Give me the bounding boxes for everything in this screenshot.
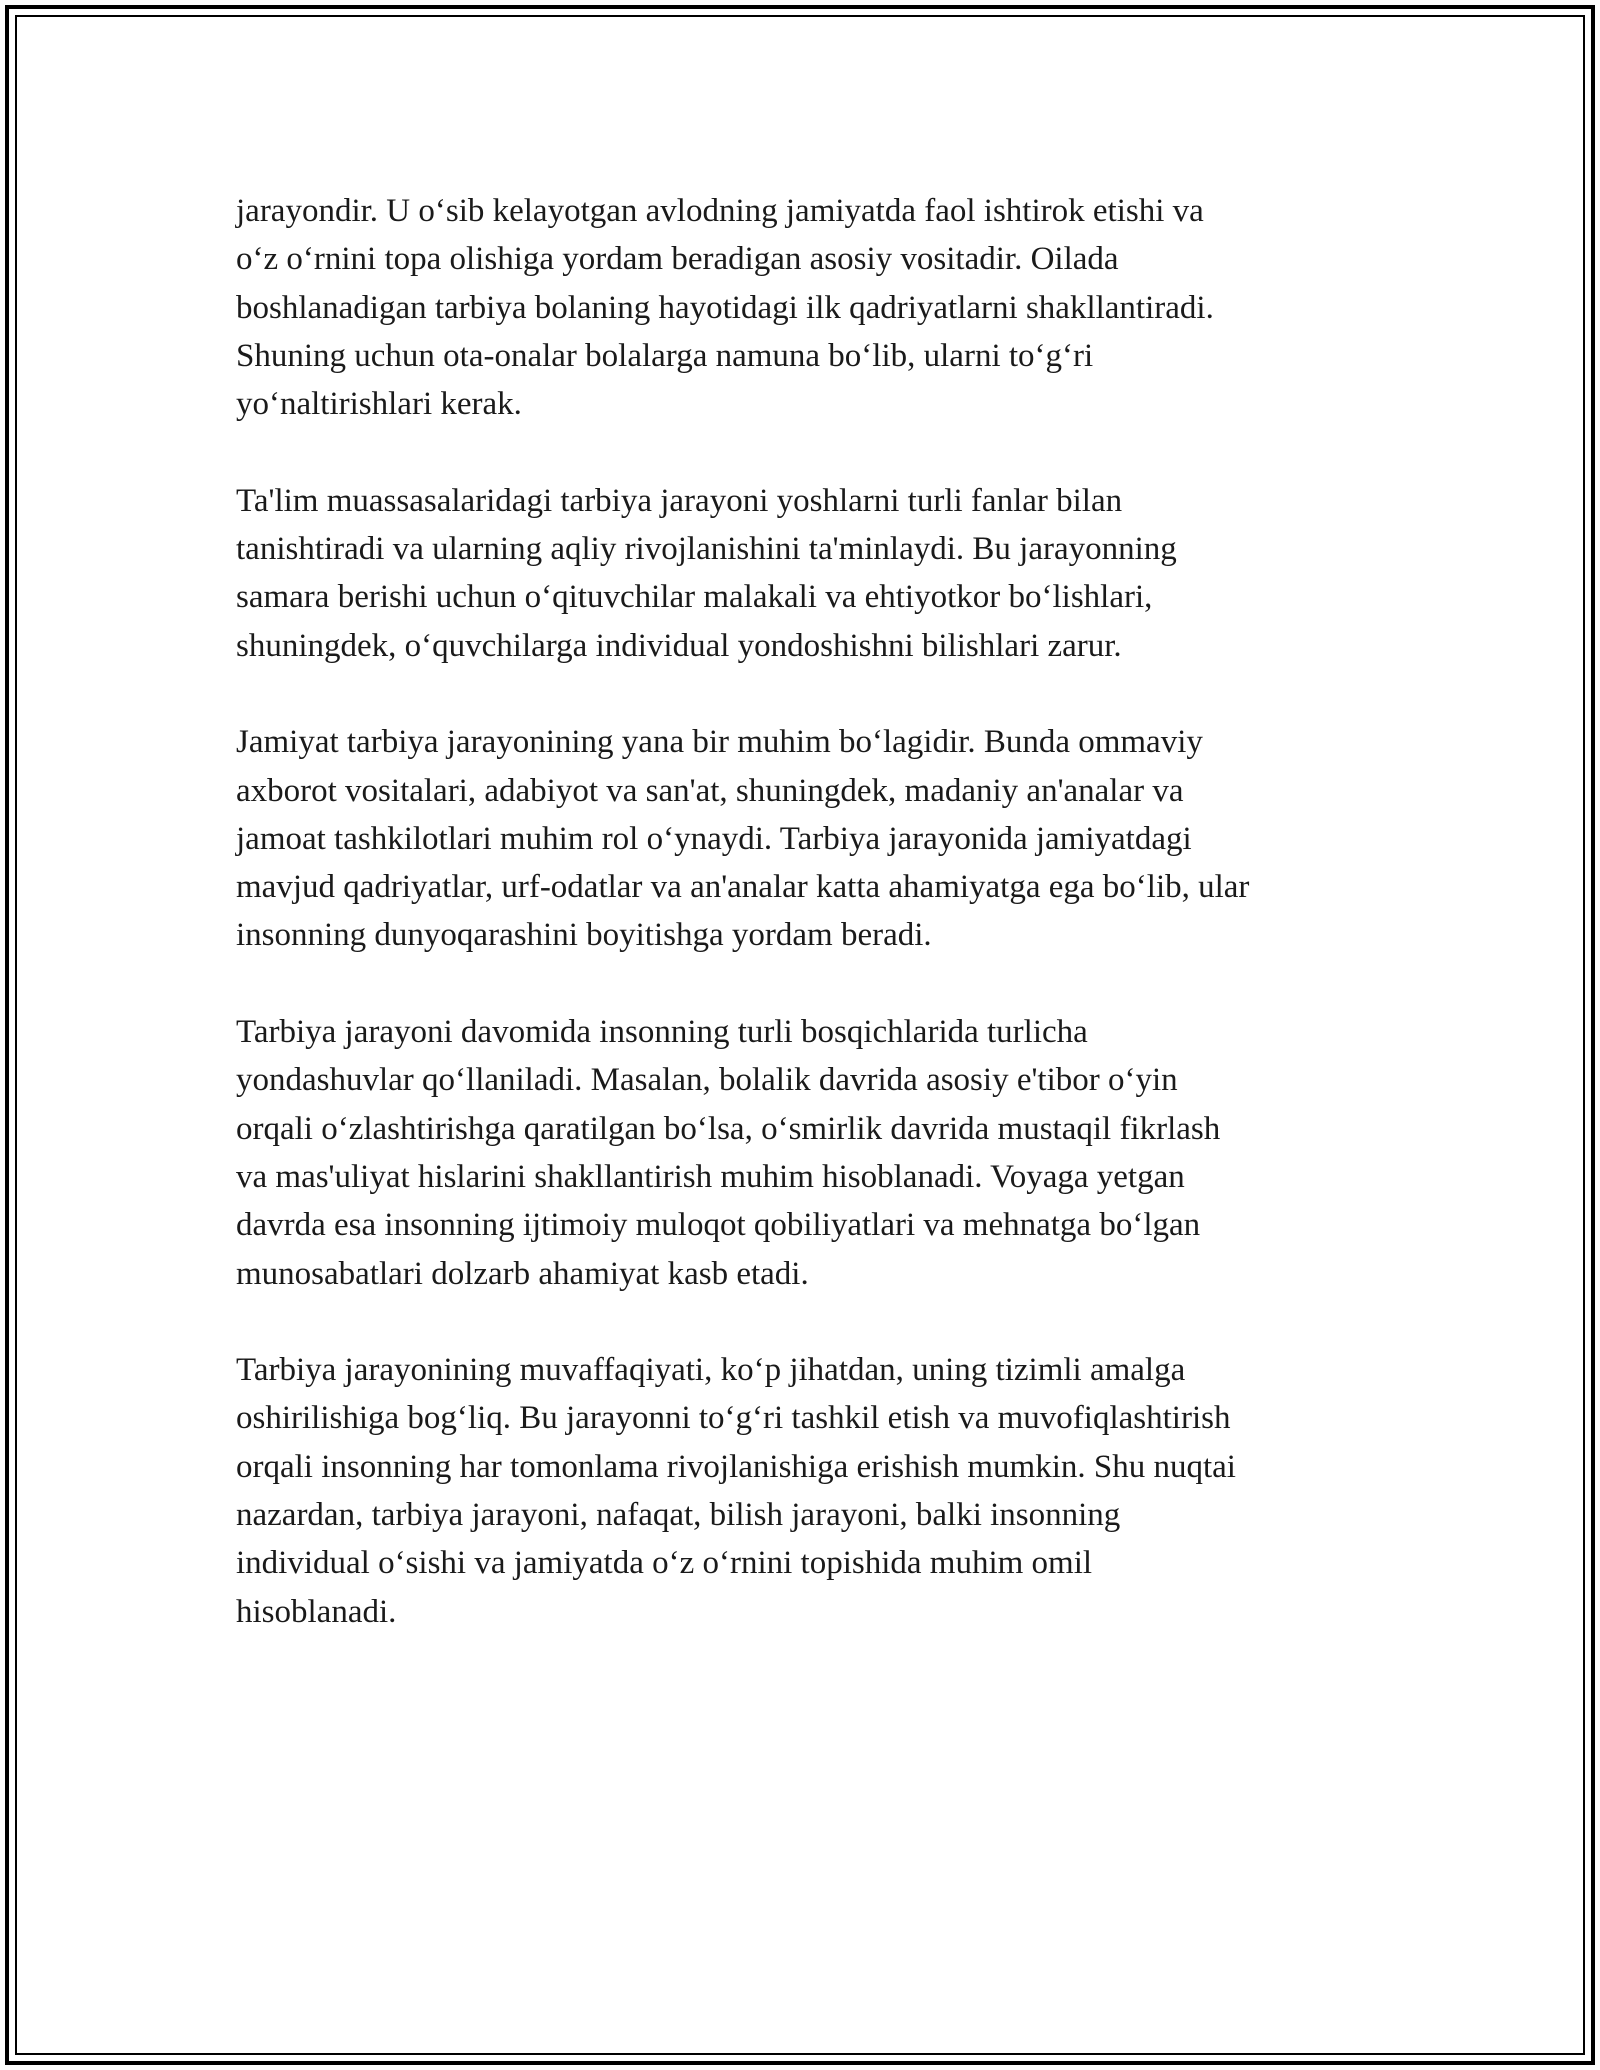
paragraph-2 (236, 477, 1396, 670)
text-line: insonning dunyoqarashini boyitishga yordam beradi. (236, 917, 932, 954)
paragraph-4 (236, 1008, 1396, 1298)
text-line: munosabatlari dolzarb ahamiyat kasb etadi. (236, 1255, 809, 1292)
text-line: axborot vositalari, adabiyot va san'at, shuningdek, madaniy an'analar va (236, 772, 1184, 809)
document-body (236, 187, 1396, 1684)
text-line: shuningdek, o‘quvchilarga individual yondoshishni bilishlari zarur. (236, 627, 1122, 664)
text-line: jarayondir. U o‘sib kelayotgan avlodning jamiyatda faol ishtirok etishi va (236, 193, 1204, 229)
text-line: hisoblanadi. (236, 1593, 397, 1630)
text-line: orqali insonning har tomonlama rivojlanishiga erishish mumkin. Shu nuqtai (236, 1448, 1236, 1485)
text-line: o‘z o‘rnini topa olishiga yordam beradigan asosiy vositadir. Oilada (236, 241, 1119, 278)
text-line: Ta'lim muassasalaridagi tarbiya jarayoni yoshlarni turli fanlar bilan (236, 482, 1123, 519)
text-line: Tarbiya jarayonining muvaffaqiyati, ko‘p jihatdan, uning tizimli amalga (236, 1352, 1186, 1389)
paragraph-5 (236, 1346, 1396, 1636)
text-line: tanishtiradi va ularning aqliy rivojlanishini ta'minlaydi. Bu jarayonning (236, 531, 1177, 568)
text-line: yo‘naltirishlari kerak. (236, 386, 522, 423)
text-line: Shuning uchun ota-onalar bolalarga namuna bo‘lib, ularni to‘g‘ri (236, 337, 1094, 374)
text-line: davrda esa insonning ijtimoiy muloqot qobiliyatlari va mehnatga bo‘lgan (236, 1207, 1201, 1244)
text-line: orqali o‘zlashtirishga qaratilgan bo‘lsa, o‘smirlik davrida mustaqil fikrlash (236, 1110, 1221, 1147)
text-line: samara berishi uchun o‘qituvchilar malakali va ehtiyotkor bo‘lishlari, (236, 579, 1153, 616)
text-line: individual o‘sishi va jamiyatda o‘z o‘rnini topishida muhim omil (236, 1545, 1093, 1582)
text-line: va mas'uliyat hislarini shakllantirish muhim hisoblanadi. Voyaga yetgan (236, 1158, 1185, 1195)
text-line: oshirilishiga bog‘liq. Bu jarayonni to‘g‘ri tashkil etish va muvofiqlashtirish (236, 1400, 1231, 1437)
paragraph-1 (236, 187, 1396, 428)
text-line: mavjud qadriyatlar, urf-odatlar va an'analar katta ahamiyatga ega bo‘lib, ular (236, 869, 1250, 906)
paragraph-3 (236, 718, 1396, 959)
text-line: Jamiyat tarbiya jarayonining yana bir muhim bo‘lagidir. Bunda ommaviy (236, 724, 1203, 761)
text-line: Tarbiya jarayoni davomida insonning turli bosqichlarida turlicha (236, 1014, 1088, 1051)
text-line: nazardan, tarbiya jarayoni, nafaqat, bilish jarayoni, balki insonning (236, 1497, 1121, 1534)
text-line: yondashuvlar qo‘llaniladi. Masalan, bolalik davrida asosiy e'tibor o‘yin (236, 1062, 1178, 1099)
text-line: boshlanadigan tarbiya bolaning hayotidagi ilk qadriyatlarni shakllantiradi. (236, 289, 1214, 326)
text-line: jamoat tashkilotlari muhim rol o‘ynaydi. Tarbiya jarayonida jamiyatdagi (236, 820, 1192, 857)
